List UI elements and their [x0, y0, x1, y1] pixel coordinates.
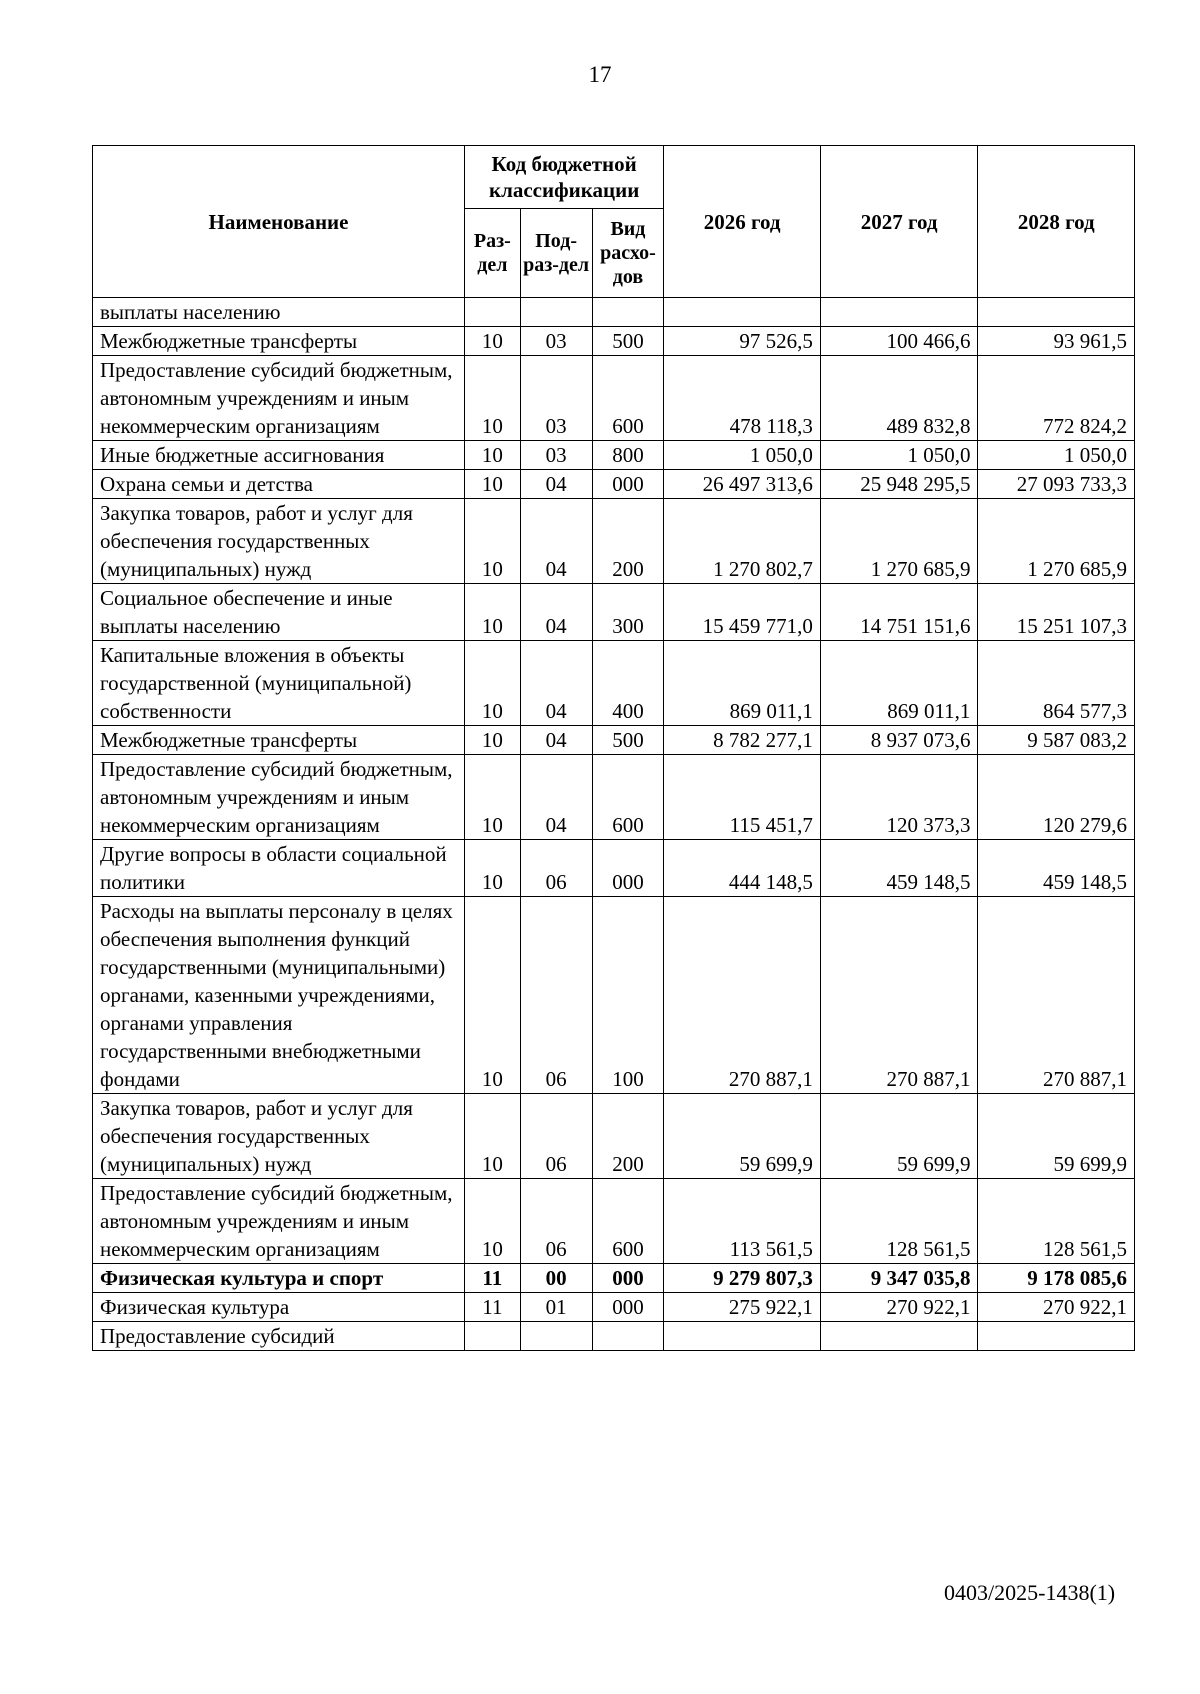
page-number: 17 — [588, 62, 612, 87]
cell-2027: 8 937 073,6 — [820, 726, 978, 755]
cell-2026: 113 561,5 — [664, 1179, 821, 1264]
cell-name: Физическая культура — [93, 1293, 465, 1322]
cell-section: 10 — [464, 584, 520, 641]
table-row — [93, 755, 1135, 840]
cell-2027: 14 751 151,6 — [820, 584, 978, 641]
cell-name: Иные бюджетные ассигнования — [93, 441, 465, 470]
cell-2028 — [978, 298, 1135, 327]
cell-2026: 478 118,3 — [664, 356, 821, 441]
cell-2026: 869 011,1 — [664, 641, 821, 726]
cell-2028: 270 922,1 — [978, 1293, 1135, 1322]
cell-2027: 25 948 295,5 — [820, 470, 978, 499]
cell-section — [464, 298, 520, 327]
cell-expense-type: 400 — [592, 641, 664, 726]
table-row — [93, 1264, 1135, 1293]
cell-subsection: 04 — [520, 641, 592, 726]
cell-2026: 97 526,5 — [664, 327, 821, 356]
table-row — [93, 441, 1135, 470]
cell-2026 — [664, 298, 821, 327]
cell-subsection: 03 — [520, 441, 592, 470]
cell-section: 11 — [464, 1264, 520, 1293]
table-row — [93, 298, 1135, 327]
cell-name: Социальное обеспечение и иные выплаты населению — [93, 584, 465, 641]
cell-2027: 59 699,9 — [820, 1094, 978, 1179]
cell-subsection: 04 — [520, 499, 592, 584]
cell-section: 10 — [464, 755, 520, 840]
cell-name: Предоставление субсидий бюджетным, автономным учреждениям и иным некоммерческим организациям — [93, 755, 465, 840]
header-code-group: Код бюджетной классификации — [464, 146, 663, 209]
cell-section: 10 — [464, 470, 520, 499]
cell-2027: 1 050,0 — [820, 441, 978, 470]
cell-section: 10 — [464, 499, 520, 584]
header-section: Раз-дел — [464, 209, 520, 298]
cell-2028: 270 887,1 — [978, 897, 1135, 1094]
table-header — [93, 146, 1135, 298]
header-subsection: Под-раз-дел — [520, 209, 592, 298]
cell-2028: 864 577,3 — [978, 641, 1135, 726]
cell-2026: 444 148,5 — [664, 840, 821, 897]
cell-2026 — [664, 1322, 821, 1351]
document-code: 0403/2025-1438(1) — [944, 1580, 1116, 1605]
cell-section: 10 — [464, 897, 520, 1094]
cell-2028: 772 824,2 — [978, 356, 1135, 441]
table-row — [93, 470, 1135, 499]
cell-2026: 1 050,0 — [664, 441, 821, 470]
cell-name: Физическая культура и спорт — [93, 1264, 465, 1293]
table-row — [93, 327, 1135, 356]
cell-subsection: 03 — [520, 356, 592, 441]
cell-2028: 1 050,0 — [978, 441, 1135, 470]
cell-expense-type: 000 — [592, 840, 664, 897]
cell-section: 10 — [464, 726, 520, 755]
cell-2027: 9 347 035,8 — [820, 1264, 978, 1293]
cell-subsection: 00 — [520, 1264, 592, 1293]
cell-subsection — [520, 298, 592, 327]
cell-2028: 120 279,6 — [978, 755, 1135, 840]
cell-expense-type: 000 — [592, 470, 664, 499]
cell-name: Расходы на выплаты персоналу в целях обеспечения выполнения функций государственными (муниципальными) органами, казенными учреждениями, органами управления государственными внебюджетными фондами — [93, 897, 465, 1094]
cell-name: Межбюджетные трансферты — [93, 327, 465, 356]
cell-expense-type: 800 — [592, 441, 664, 470]
cell-2027: 459 148,5 — [820, 840, 978, 897]
table-row — [93, 499, 1135, 584]
cell-name: выплаты населению — [93, 298, 465, 327]
header-2026: 2026 год — [664, 146, 821, 298]
cell-section: 10 — [464, 1179, 520, 1264]
cell-2028: 128 561,5 — [978, 1179, 1135, 1264]
cell-subsection: 01 — [520, 1293, 592, 1322]
cell-subsection: 06 — [520, 840, 592, 897]
cell-name: Предоставление субсидий бюджетным, автономным учреждениям и иным некоммерческим организациям — [93, 1179, 465, 1264]
header-expense-type: Вид расхо-дов — [592, 209, 664, 298]
cell-2026: 115 451,7 — [664, 755, 821, 840]
table-row — [93, 840, 1135, 897]
budget-table — [92, 145, 1135, 1351]
cell-name: Закупка товаров, работ и услуг для обеспечения государственных (муниципальных) нужд — [93, 499, 465, 584]
cell-expense-type — [592, 1322, 664, 1351]
table-row — [93, 897, 1135, 1094]
cell-name: Другие вопросы в области социальной политики — [93, 840, 465, 897]
cell-subsection: 04 — [520, 470, 592, 499]
cell-2026: 1 270 802,7 — [664, 499, 821, 584]
cell-expense-type: 200 — [592, 1094, 664, 1179]
cell-2028: 9 587 083,2 — [978, 726, 1135, 755]
cell-section: 10 — [464, 1094, 520, 1179]
cell-2027: 869 011,1 — [820, 641, 978, 726]
cell-2027: 489 832,8 — [820, 356, 978, 441]
cell-2027: 128 561,5 — [820, 1179, 978, 1264]
cell-expense-type: 600 — [592, 1179, 664, 1264]
cell-expense-type: 100 — [592, 897, 664, 1094]
cell-2027: 1 270 685,9 — [820, 499, 978, 584]
cell-subsection: 04 — [520, 755, 592, 840]
header-2027: 2027 год — [820, 146, 978, 298]
cell-2026: 270 887,1 — [664, 897, 821, 1094]
cell-2026: 8 782 277,1 — [664, 726, 821, 755]
cell-2027: 270 922,1 — [820, 1293, 978, 1322]
cell-2026: 59 699,9 — [664, 1094, 821, 1179]
cell-name: Закупка товаров, работ и услуг для обеспечения государственных (муниципальных) нужд — [93, 1094, 465, 1179]
cell-2028 — [978, 1322, 1135, 1351]
cell-expense-type: 600 — [592, 356, 664, 441]
cell-subsection — [520, 1322, 592, 1351]
cell-2028: 9 178 085,6 — [978, 1264, 1135, 1293]
table-row — [93, 584, 1135, 641]
cell-subsection: 06 — [520, 1094, 592, 1179]
header-2028: 2028 год — [978, 146, 1135, 298]
cell-section: 10 — [464, 840, 520, 897]
cell-2028: 15 251 107,3 — [978, 584, 1135, 641]
cell-name: Предоставление субсидий бюджетным, автономным учреждениям и иным некоммерческим организациям — [93, 356, 465, 441]
cell-2028: 1 270 685,9 — [978, 499, 1135, 584]
header-name: Наименование — [93, 146, 465, 298]
cell-section: 10 — [464, 441, 520, 470]
cell-subsection: 04 — [520, 584, 592, 641]
table-row — [93, 1179, 1135, 1264]
cell-2027: 270 887,1 — [820, 897, 978, 1094]
cell-2028: 27 093 733,3 — [978, 470, 1135, 499]
table-row — [93, 1293, 1135, 1322]
cell-expense-type: 000 — [592, 1293, 664, 1322]
cell-2028: 93 961,5 — [978, 327, 1135, 356]
cell-2027 — [820, 298, 978, 327]
cell-name: Предоставление субсидий — [93, 1322, 465, 1351]
cell-2028: 59 699,9 — [978, 1094, 1135, 1179]
cell-name: Капитальные вложения в объекты государственной (муниципальной) собственности — [93, 641, 465, 726]
cell-name: Межбюджетные трансферты — [93, 726, 465, 755]
cell-expense-type: 000 — [592, 1264, 664, 1293]
cell-section: 10 — [464, 356, 520, 441]
cell-2026: 9 279 807,3 — [664, 1264, 821, 1293]
table-body — [93, 298, 1135, 1351]
cell-expense-type: 200 — [592, 499, 664, 584]
cell-subsection: 04 — [520, 726, 592, 755]
cell-2028: 459 148,5 — [978, 840, 1135, 897]
table-row — [93, 726, 1135, 755]
cell-subsection: 06 — [520, 897, 592, 1094]
cell-section — [464, 1322, 520, 1351]
cell-expense-type: 600 — [592, 755, 664, 840]
cell-2026: 15 459 771,0 — [664, 584, 821, 641]
cell-expense-type: 500 — [592, 726, 664, 755]
cell-section: 11 — [464, 1293, 520, 1322]
cell-expense-type: 300 — [592, 584, 664, 641]
cell-2026: 275 922,1 — [664, 1293, 821, 1322]
table-row — [93, 1322, 1135, 1351]
cell-subsection: 06 — [520, 1179, 592, 1264]
table-row — [93, 1094, 1135, 1179]
cell-name: Охрана семьи и детства — [93, 470, 465, 499]
table-row — [93, 641, 1135, 726]
cell-expense-type — [592, 298, 664, 327]
table-row — [93, 356, 1135, 441]
cell-expense-type: 500 — [592, 327, 664, 356]
cell-2026: 26 497 313,6 — [664, 470, 821, 499]
cell-2027 — [820, 1322, 978, 1351]
cell-section: 10 — [464, 641, 520, 726]
cell-2027: 120 373,3 — [820, 755, 978, 840]
cell-section: 10 — [464, 327, 520, 356]
cell-subsection: 03 — [520, 327, 592, 356]
cell-2027: 100 466,6 — [820, 327, 978, 356]
